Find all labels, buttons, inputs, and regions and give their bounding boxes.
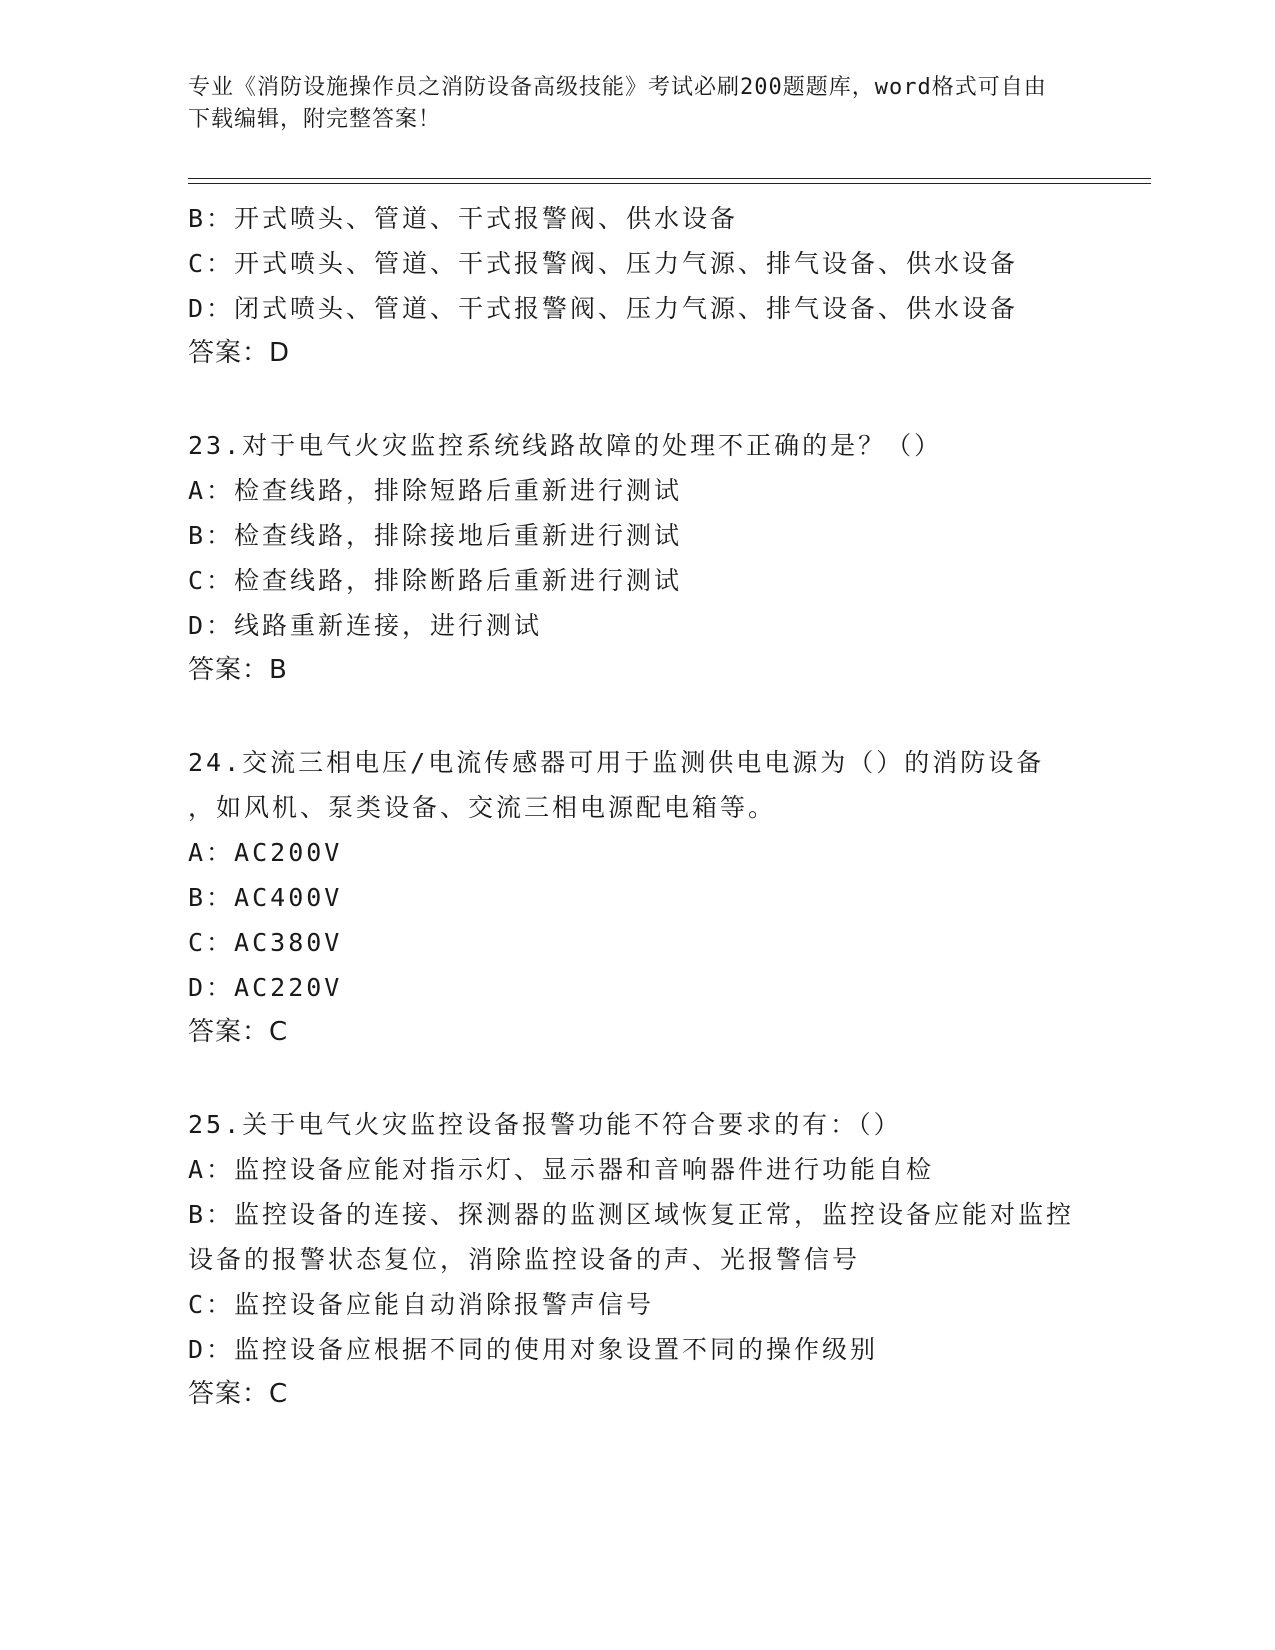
option-a: A：AC200V: [188, 838, 343, 867]
header-divider-bottom: [188, 183, 1151, 184]
option-a: A：监控设备应能对指示灯、显示器和音响器件进行功能自检: [188, 1155, 935, 1184]
option-c: C：检查线路，排除断路后重新进行测试: [188, 566, 683, 595]
option-b: B：检查线路，排除接地后重新进行测试: [188, 521, 683, 550]
option-c: C：AC380V: [188, 928, 343, 957]
header-divider-top: [188, 178, 1151, 179]
answer: 答案：D: [188, 338, 291, 368]
option-d: D：线路重新连接，进行测试: [188, 611, 543, 640]
question-stem-25: 25.关于电气火灾监控设备报警功能不符合要求的有：（）: [188, 1110, 902, 1139]
option-c: C：开式喷头、管道、干式报警阀、压力气源、排气设备、供水设备: [188, 249, 1019, 278]
question-block-22: [188, 196, 1088, 1417]
option-d: D：AC220V: [188, 973, 343, 1002]
option-b: B：开式喷头、管道、干式报警阀、供水设备: [188, 204, 739, 233]
option-d: D：监控设备应根据不同的使用对象设置不同的操作级别: [188, 1335, 879, 1364]
header-title: 专业《消防设施操作员之消防设备高级技能》考试必刷200题题库，word格式可自由下载编辑，附完整答案！: [188, 75, 1047, 132]
answer: 答案：C: [188, 1379, 289, 1409]
option-b: B：监控设备的连接、探测器的监测区域恢复正常，监控设备应能对监控设备的报警状态复位，消除监控设备的声、光报警信号: [188, 1200, 1075, 1274]
question-stem-23: 23.对于电气火灾监控系统线路故障的处理不正确的是？（）: [188, 431, 943, 460]
option-d: D：闭式喷头、管道、干式报警阀、压力气源、排气设备、供水设备: [188, 294, 1019, 323]
answer: 答案：B: [188, 655, 288, 685]
page-header: [188, 72, 1068, 136]
answer: 答案：C: [188, 1017, 289, 1047]
question-stem-24-line-2: ，如风机、泵类设备、交流三相电源配电箱等。: [188, 793, 777, 822]
question-stem-24-line-1: 24.交流三相电压/电流传感器可用于监测供电电源为（）的消防设备: [188, 748, 1045, 777]
option-c: C：监控设备应能自动消除报警声信号: [188, 1290, 655, 1319]
option-b: B：AC400V: [188, 883, 343, 912]
option-a: A：检查线路，排除短路后重新进行测试: [188, 476, 683, 505]
